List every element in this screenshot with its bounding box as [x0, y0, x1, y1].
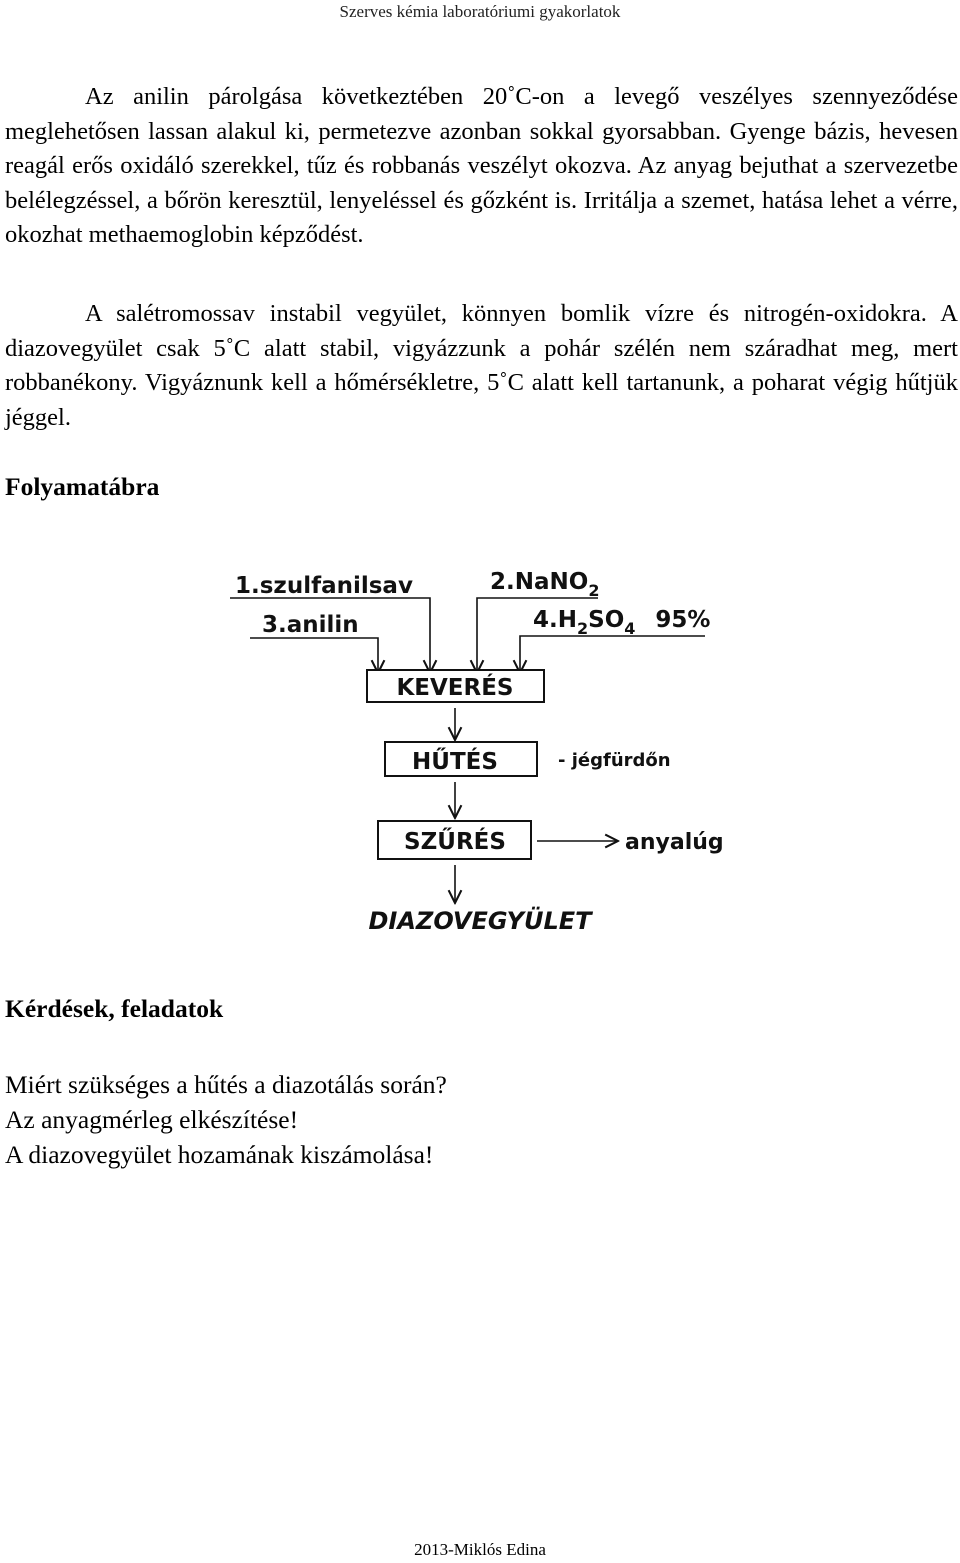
product-label: DIAZOVEGYÜLET	[368, 907, 592, 935]
page-footer: 2013-Miklós Edina	[414, 1540, 546, 1559]
paragraph-anilin: Az anilin párolgása következtében 20˚C-on a levegő veszélyes szennyeződése meglehetősen lassan alakul ki, permetezve azonban sokkal gyorsabban. Gyenge bázis, hevesen reagál erős oxidáló szerekkel, tűz és robbanás veszélyt okozva. Az anyag bejuthat a szervezetbe belélegzéssel, a bőrön keresztül, lenyeléssel és gőzként is. Irritálja a szemet, hatása lehet a vérre, okozhat methaemoglobin képződést.	[5, 83, 958, 249]
input-sulfuric-acid: $4.H_2SO_4$ 95%	[533, 607, 711, 638]
step-cooling-note: - jégfürdőn	[558, 750, 671, 771]
question-item: A diazovegyület hozamának kiszámolása!	[5, 1140, 434, 1169]
paragraph-nitrous-acid: A salétromossav instabil vegyület, könnyen bomlik vízre és nitrogén-oxidokra. A diazovegyület csak 5˚C alatt stabil, vigyázzunk a pohár szélén nem száradhat meg, mert robbanékony. Vigyáznunk kell a hőmérsékletre, 5˚C alatt kell tartanunk, a poharat végig hűtjük jéggel.	[5, 300, 958, 431]
step-filtration-label: SZŰRÉS	[404, 829, 506, 855]
step-cooling-label: HŰTÉS	[412, 749, 498, 775]
input-sodium-nitrite: 2.NaNO$_2$	[490, 569, 600, 600]
line-aniline	[250, 638, 378, 673]
page-header: Szerves kémia laboratóriumi gyakorlatok	[339, 2, 621, 21]
input-sulfanilic-acid: 1.szulfanilsav	[235, 573, 413, 599]
line-sulfuric-acid	[520, 636, 705, 673]
input-aniline: 3.anilin	[262, 612, 359, 638]
step-mixing-label: KEVERÉS	[396, 675, 514, 701]
questions-heading: Kérdések, feladatok	[5, 994, 224, 1023]
questions-list	[5, 1067, 447, 1172]
mother-liquor-label: anyalúg	[625, 830, 724, 855]
question-item: Miért szükséges a hűtés a diazotálás során?	[5, 1070, 447, 1099]
question-item: Az anyagmérleg elkészítése!	[5, 1105, 299, 1134]
flowchart-heading: Folyamatábra	[5, 472, 160, 501]
